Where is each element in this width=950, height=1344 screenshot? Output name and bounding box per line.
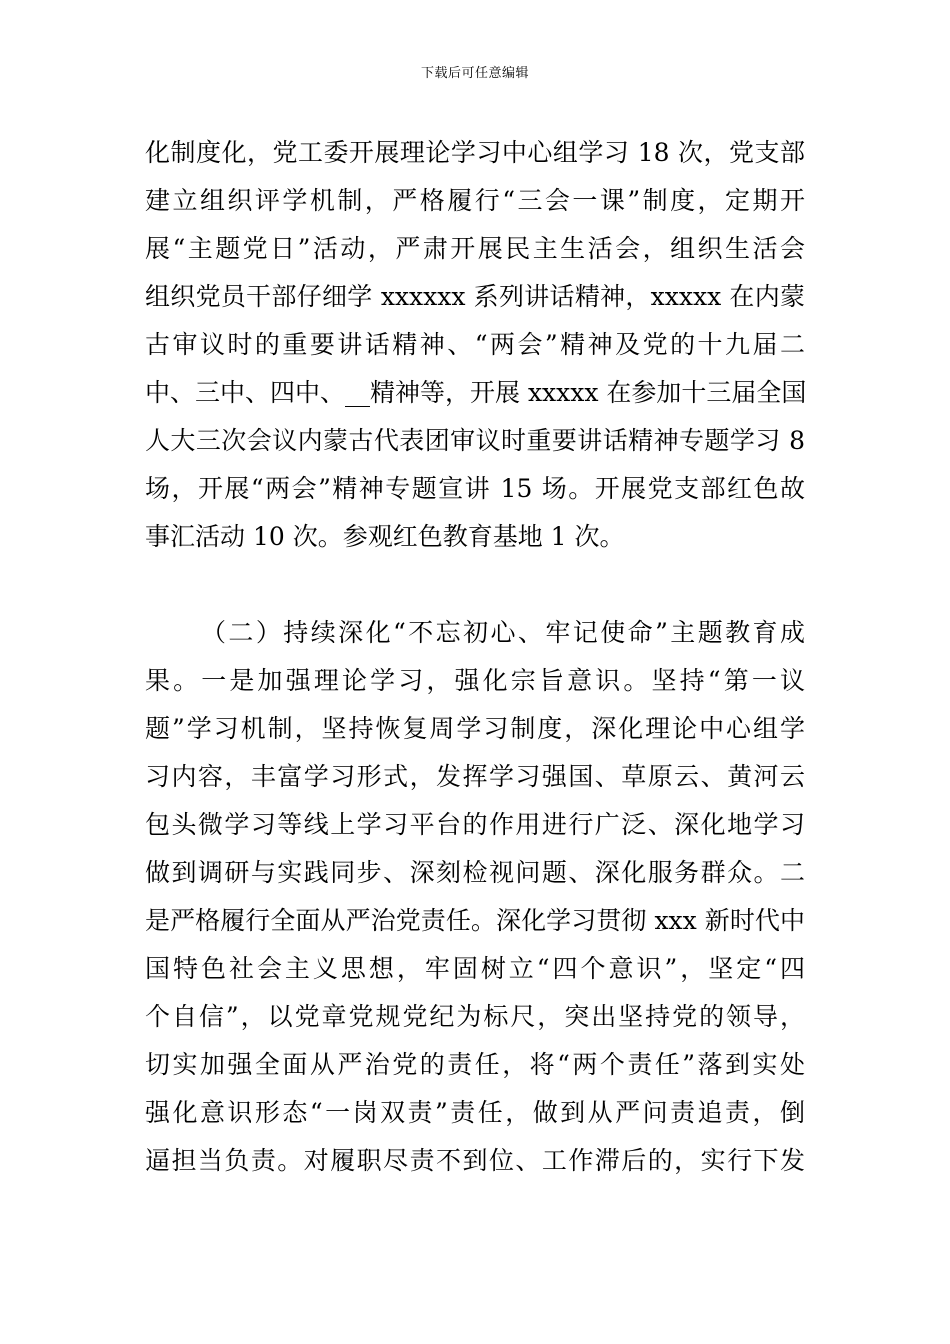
paragraph-line: 做到调研与实践同步、深刻检视问题、深化服务群众。二 (145, 858, 805, 887)
paragraph-line: 古审议时的重要讲话精神、“两会”精神及党的十九届二 (145, 330, 805, 359)
paragraph-line: 建立组织评学机制，严格履行“三会一课”制度，定期开 (145, 186, 805, 215)
paragraph-line: 展“主题党日”活动，严肃开展民主生活会，组织生活会 (145, 234, 805, 263)
paragraph-line: 切实加强全面从严治党的责任，将“两个责任”落到实处 (145, 1050, 805, 1079)
paragraph-line: 题”学习机制，坚持恢复周学习制度，深化理论中心组学 (145, 714, 805, 743)
paragraph-line: 逼担当负责。对履职尽责不到位、工作滞后的，实行下发 (145, 1146, 805, 1175)
paragraph-line: 事汇活动 10 次。参观红色教育基地 1 次。 (145, 522, 625, 551)
paragraph-line: 是严格履行全面从严治党责任。深化学习贯彻 xxx 新时代中 (145, 906, 805, 935)
paragraph-line: 个自信”，以党章党规党纪为标尺，突出坚持党的领导， (145, 1002, 805, 1031)
document-body (145, 129, 805, 1185)
paragraph-line: （二）持续深化“不忘初心、牢记使命”主题教育成 (201, 618, 805, 647)
paragraph-line: 中、三中、四中、__精神等，开展 xxxxx 在参加十三届全国 (145, 378, 807, 407)
paragraph-line: 人大三次会议内蒙古代表团审议时重要讲话精神专题学习 8 (145, 426, 805, 455)
paragraph-line: 化制度化，党工委开展理论学习中心组学习 18 次，党支部 (145, 138, 805, 167)
paragraph-line: 场，开展“两会”精神专题宣讲 15 场。开展党支部红色故 (145, 474, 805, 503)
paragraph-line: 果。一是加强理论学习，强化宗旨意识。坚持“第一议 (145, 666, 805, 695)
paragraph-line: 包头微学习等线上学习平台的作用进行广泛、深化地学习 (145, 810, 805, 839)
paragraph-line: 国特色社会主义思想，牢固树立“四个意识”，坚定“四 (145, 954, 805, 983)
paragraph-2 (145, 609, 805, 1185)
paragraph-1 (145, 129, 805, 561)
paragraph-line: 强化意识形态“一岗双责”责任，做到从严问责追责，倒 (145, 1098, 805, 1127)
paragraph-spacer (145, 561, 805, 609)
page-header: 下载后可任意编辑 (420, 66, 529, 81)
paragraph-line: 组织党员干部仔细学 xxxxxx 系列讲话精神，xxxxx 在内蒙 (145, 282, 805, 311)
paragraph-line: 习内容，丰富学习形式，发挥学习强国、草原云、黄河云 (145, 762, 805, 791)
